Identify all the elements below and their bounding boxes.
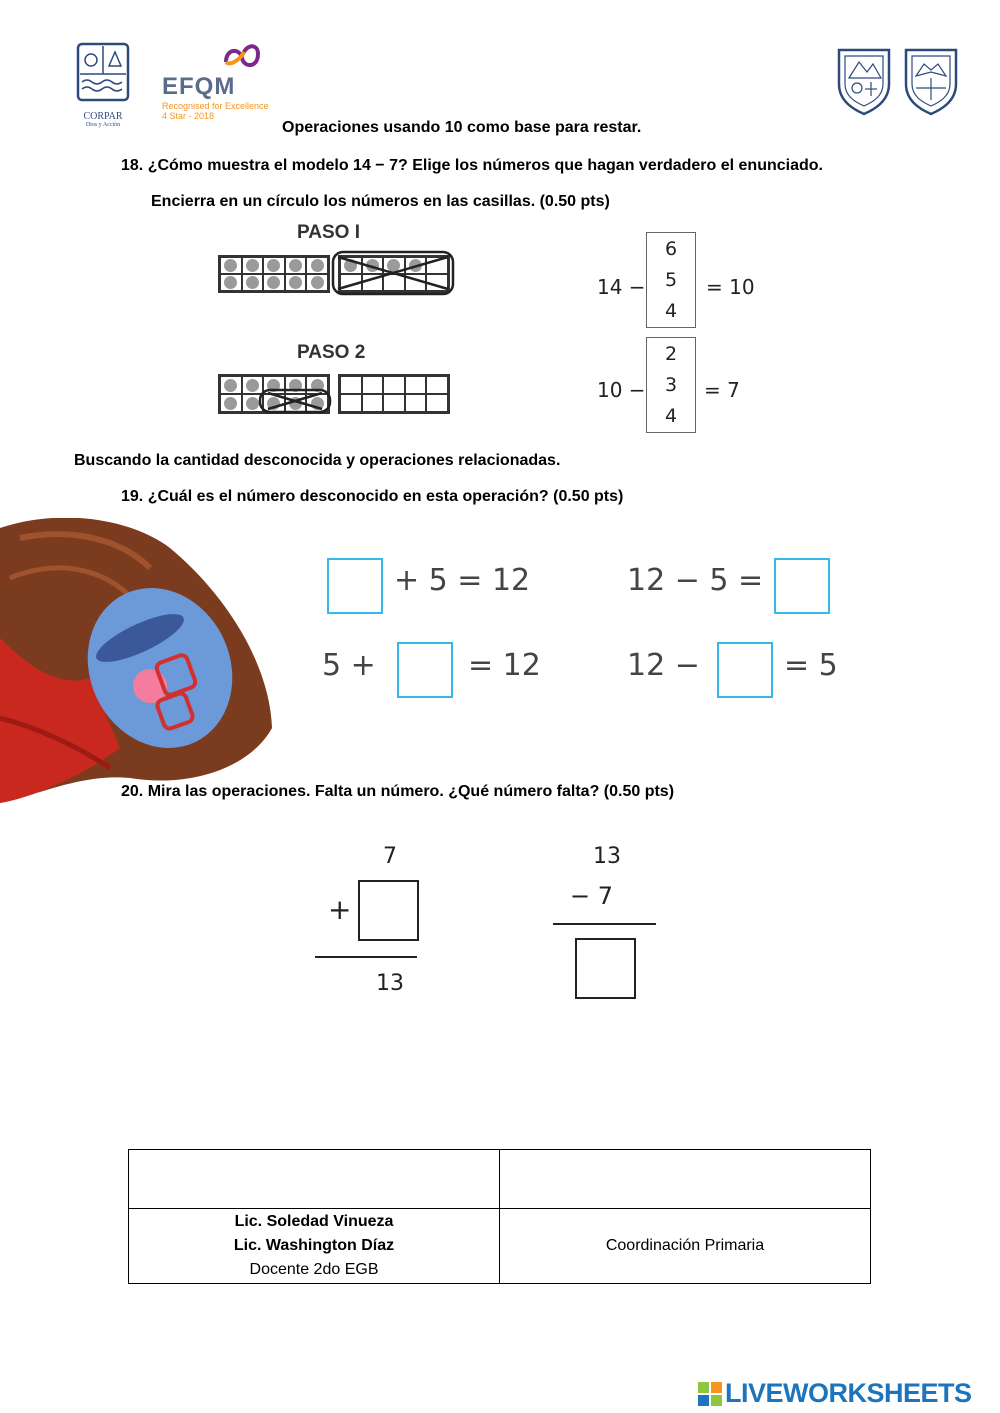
teacher1-name: Lic. Soledad Vinueza [234, 1213, 394, 1230]
eq2-option[interactable]: 3 [664, 373, 678, 396]
equation-4-right: = 5 [784, 648, 838, 683]
question-19: 19. ¿Cuál es el número desconocido en esta operación? (0.50 pts) [121, 488, 624, 505]
subtraction-answer-box[interactable] [575, 938, 636, 999]
eq2-option[interactable]: 2 [664, 342, 678, 365]
liveworksheets-logo-icon [698, 1382, 722, 1406]
eq2-options [646, 337, 696, 433]
teacher-names-cell [129, 1209, 500, 1284]
step1-label: PASO I [297, 222, 360, 243]
efqm-infinity-icon [220, 40, 264, 72]
eq1-options [646, 232, 696, 328]
eq2-right: = 7 [704, 378, 740, 402]
ten-frame-step2-right [338, 374, 450, 414]
signature-table [128, 1149, 871, 1284]
liveworksheets-watermark [698, 1378, 972, 1409]
question-18-instruction: Encierra en un círculo los números en las casillas. (0.50 pts) [151, 193, 610, 210]
eq1-left: 14 − [597, 275, 646, 299]
addition-line [315, 956, 417, 958]
corpar-logo [76, 42, 130, 128]
teacher2-name: Lic. Washington Díaz [233, 1237, 395, 1254]
eq1-option[interactable]: 4 [664, 300, 678, 323]
addition-top: 7 [383, 844, 397, 869]
eq1-option[interactable]: 5 [664, 268, 678, 291]
efqm-line2: 4 Star - 2018 [162, 111, 215, 121]
subtraction-top: 13 [593, 844, 621, 869]
unknown-box-e3[interactable] [397, 642, 453, 698]
signature-cell-coordination [500, 1150, 871, 1209]
equation-4-left: 12 − [627, 648, 700, 683]
equation-3-left: 5 + [322, 648, 376, 683]
school-crest-icon [835, 44, 893, 116]
addition-operator: + [328, 893, 352, 926]
efqm-logo [162, 40, 282, 124]
question-18: 18. ¿Cómo muestra el modelo 14 − 7? Elige los números que hagan verdadero el enunciado. [121, 157, 823, 174]
addition-answer-box[interactable] [358, 880, 419, 941]
corpar-shield-icon [76, 42, 130, 102]
equation-3-right: = 12 [468, 648, 541, 683]
eq1-right: = 10 [706, 275, 755, 299]
addition-result: 13 [376, 971, 404, 996]
question-20: 20. Mira las operaciones. Falta un número. ¿Qué número falta? (0.50 pts) [121, 783, 675, 800]
watermark-text: LIVEWORKSHEETS [725, 1378, 972, 1408]
section2-title: Buscando la cantidad desconocida y operaciones relacionadas. [74, 452, 561, 469]
corpar-text: CORPAR [83, 111, 123, 122]
corpar-motto: Dios y Acción [85, 122, 121, 128]
ten-frame-full [218, 255, 330, 293]
crossed-out-dots-icon [258, 388, 332, 414]
efqm-line1: Recognised for Excellence [162, 101, 269, 111]
unknown-box-e4[interactable] [717, 642, 773, 698]
efqm-wordmark: EFQM [162, 73, 236, 100]
signature-cell-teacher [129, 1150, 500, 1209]
crossed-out-icon [330, 249, 456, 297]
eq2-left: 10 − [597, 378, 646, 402]
unknown-box-e1[interactable] [327, 558, 383, 614]
puppet-illustration [0, 518, 280, 808]
coordination-cell: Coordinación Primaria [500, 1209, 871, 1284]
subtraction-line [553, 923, 656, 925]
unknown-box-e2[interactable] [774, 558, 830, 614]
section1-title: Operaciones usando 10 como base para restar. [282, 119, 642, 136]
equation-2-left: 12 − 5 = [627, 563, 764, 598]
eq2-option[interactable]: 4 [664, 405, 678, 428]
school-crest-eagle-icon [902, 44, 960, 116]
subtraction-second: − 7 [570, 882, 614, 910]
step2-label: PASO 2 [297, 342, 366, 363]
equation-1-rest: + 5 = 12 [394, 563, 531, 598]
teacher-role: Docente 2do EGB [249, 1261, 379, 1278]
eq1-option[interactable]: 6 [664, 237, 678, 260]
